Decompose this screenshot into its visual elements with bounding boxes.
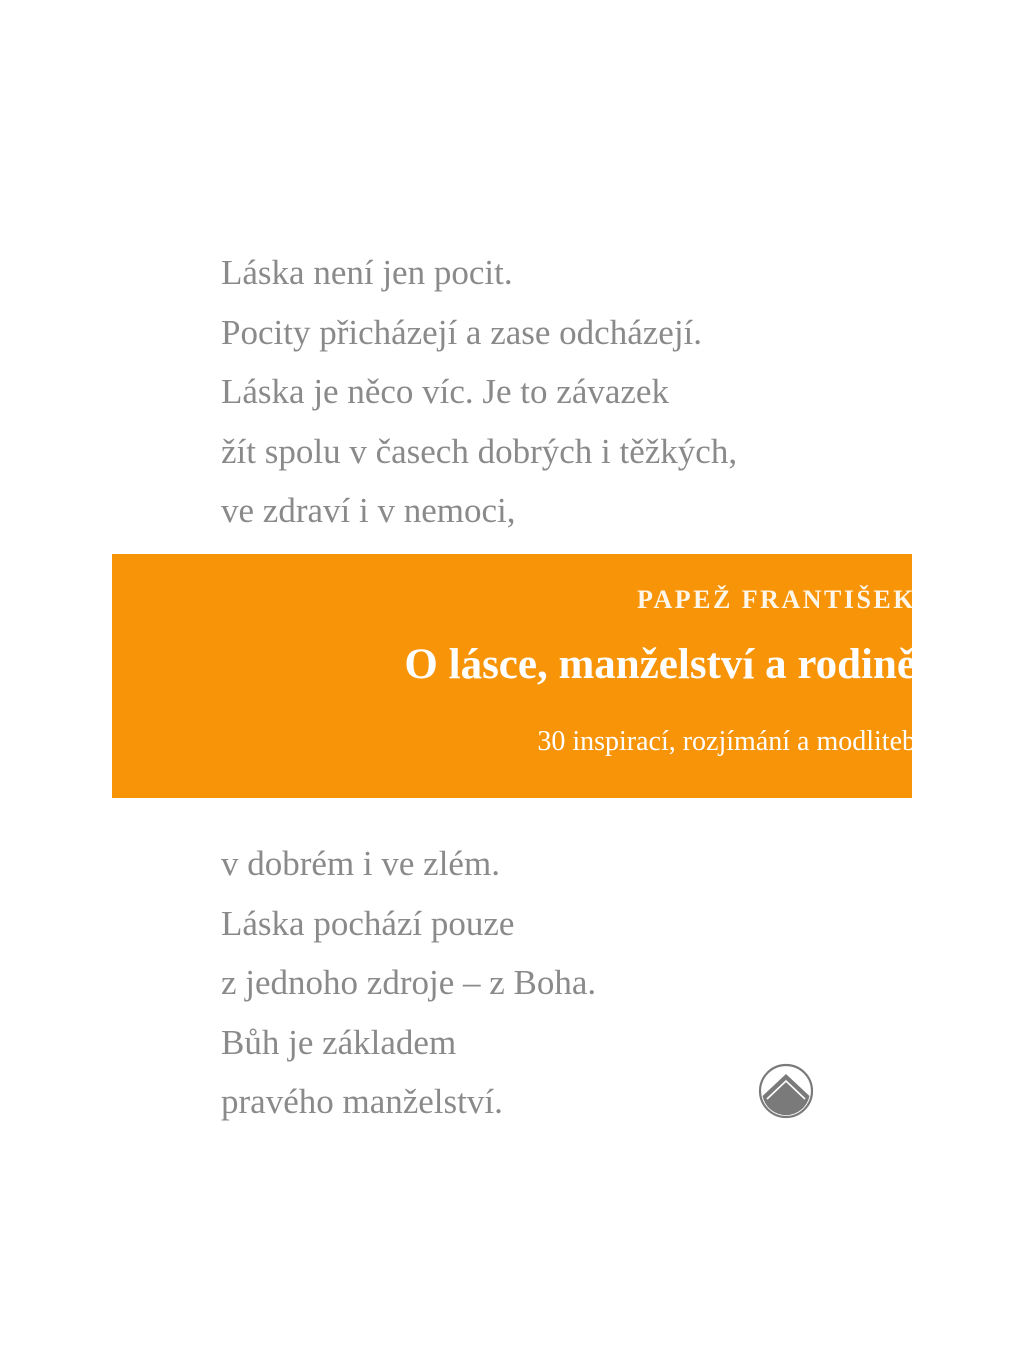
quote-line: ve zdraví i v nemoci, <box>221 491 516 530</box>
quote-line: Láska je něco víc. Je to závazek <box>221 372 669 411</box>
mountain-circle-icon <box>758 1063 814 1119</box>
quote-line: Láska není jen pocit. <box>221 253 513 292</box>
quote-line: pravého manželství. <box>221 1082 503 1121</box>
quote-line: žít spolu v časech dobrých i těžkých, <box>221 431 738 471</box>
quote-line: Bůh je základem <box>221 1022 457 1062</box>
quote-line: Pocity přicházejí a zase odcházejí. <box>221 312 703 352</box>
book-title: O lásce, manželství a rodině <box>404 641 916 688</box>
quote-top <box>221 243 921 541</box>
quote-line: z jednoho zdroje – z Boha. <box>221 963 597 1002</box>
quote-line: Láska pochází pouze <box>221 903 515 943</box>
book-subtitle: 30 inspirací, rozjímání a modliteb <box>537 726 916 757</box>
quote-bottom <box>221 834 921 1132</box>
quote-line: v dobrém i ve zlém. <box>221 844 500 883</box>
author-name: PAPEŽ FRANTIŠEK <box>637 585 916 614</box>
